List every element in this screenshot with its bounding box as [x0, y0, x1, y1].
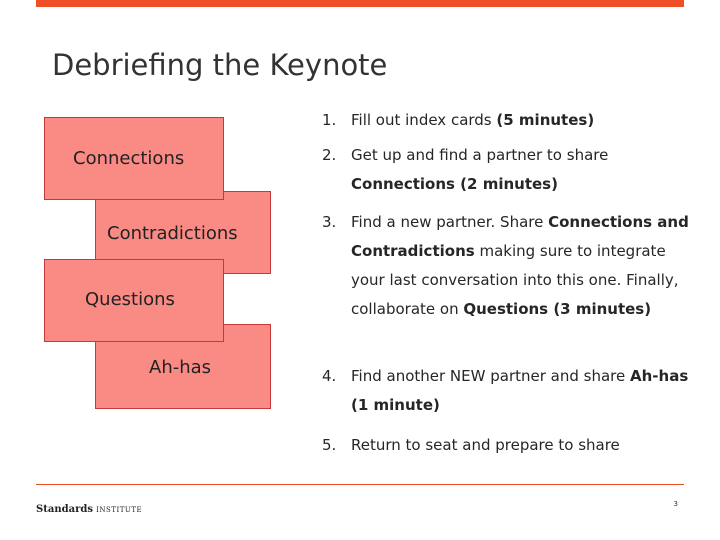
card-ahhas-label: Ah-has	[149, 357, 212, 378]
slide-title: Debriefing the Keynote	[52, 48, 388, 82]
step-number: 5.	[322, 436, 337, 454]
standards-institute-logo: Standards INSTITUTE	[36, 504, 143, 515]
step-number: 4.	[322, 367, 337, 385]
step-number: 2.	[322, 146, 337, 164]
card-connections-label: Connections	[73, 148, 185, 169]
card-connections	[44, 117, 224, 200]
step-text: Get up and find a partner to share Connections (2 minutes)	[351, 146, 609, 193]
top-accent-bar	[36, 0, 684, 7]
step-text: Find another NEW partner and share Ah-has (1 minute)	[351, 367, 689, 414]
footer-divider	[36, 484, 684, 485]
card-questions	[44, 259, 224, 342]
step-number: 3.	[322, 213, 337, 231]
step-text: Return to seat and prepare to share	[351, 436, 620, 454]
step-text: Fill out index cards (5 minutes)	[351, 111, 595, 129]
card-questions-label: Questions	[85, 289, 175, 310]
page-number: 3	[673, 500, 678, 508]
step-number: 1.	[322, 111, 337, 129]
card-contradictions-label: Contradictions	[107, 223, 238, 244]
step-text: Find a new partner. Share Connections and Contradictions making sure to integrate your last conversation into this one. Finally, collaborate on Questions (3 minutes)	[351, 213, 689, 318]
